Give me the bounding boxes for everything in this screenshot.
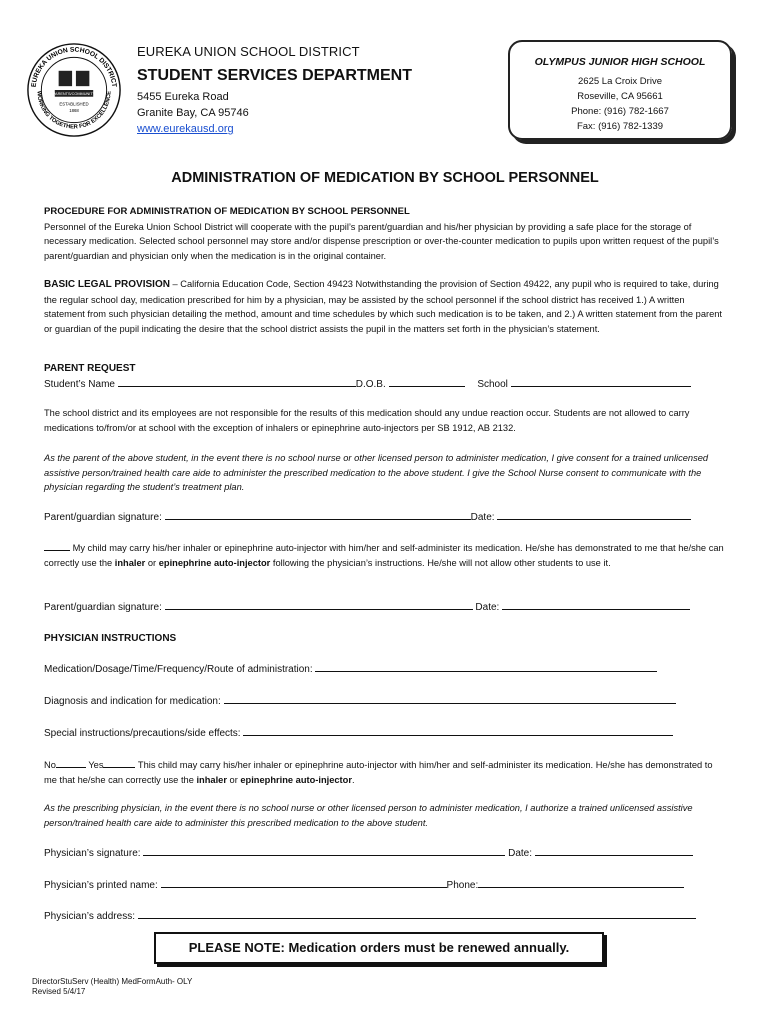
parent-signature-row — [44, 510, 724, 526]
parent-carry-inhaler: inhaler — [114, 557, 146, 568]
svg-text:WORKING TOGETHER FOR EXCELLENC: WORKING TOGETHER FOR EXCELLENCE — [35, 90, 113, 131]
physician-date-field[interactable] — [535, 846, 693, 856]
physician-carry-epi: epinephrine auto-injector — [240, 774, 352, 785]
address-line-1: 5455 Eureka Road — [137, 91, 229, 103]
website-link[interactable]: www.eurekausd.org — [137, 123, 234, 135]
physician-phone-label: Phone: — [446, 880, 479, 891]
school-info-box — [508, 40, 732, 140]
parent-signature-label-2: Parent/guardian signature: — [44, 602, 162, 613]
school-phone: Phone: (916) 782-1667 — [571, 106, 669, 117]
medication-label: Medication/Dosage/Time/Frequency/Route of administration: — [44, 664, 313, 675]
parent-request-section — [44, 362, 724, 392]
dob-label: D.O.B. — [355, 378, 386, 390]
parent-signature-field-2[interactable] — [165, 600, 473, 610]
physician-name-row — [44, 878, 724, 894]
physician-address-label: Physician’s address: — [44, 911, 135, 922]
parent-carry-text-2: following the physician’s instructions. He/she will not allow other students to use it. — [270, 557, 611, 568]
school-field[interactable] — [511, 377, 691, 387]
footer-revised: Revised 5/4/17 — [32, 987, 86, 996]
parent-date-label-2: Date: — [475, 602, 500, 613]
legal-section — [44, 277, 724, 336]
parent-consent-statement: As the parent of the above student, in the event there is no school nurse or other licensed person to administer medication, I give consent for a trained unlicensed assistive person/trained health care aide to administer the prescribed medication to the above student. I give the School Nurse consent to communicate with the physician regarding the student’s treatment plan. — [44, 453, 709, 492]
special-instructions-label: Special instructions/precautions/side effects: — [44, 728, 241, 739]
physician-address-field[interactable] — [138, 909, 696, 919]
physician-carry-end: . — [351, 774, 355, 785]
district-name: EUREKA UNION SCHOOL DISTRICT — [137, 44, 360, 59]
physician-printed-name-label: Physician’s printed name: — [44, 880, 158, 891]
student-name-label: Student’s Name — [44, 378, 115, 390]
physician-carry-inhaler: inhaler — [196, 774, 227, 785]
parent-date-label: Date: — [470, 512, 495, 523]
medication-row — [44, 662, 724, 678]
physician-heading: PHYSICIAN INSTRUCTIONS — [44, 633, 177, 644]
yes-label: Yes — [88, 760, 104, 770]
no-label: No — [44, 760, 56, 770]
school-label: School — [477, 378, 508, 390]
svg-text:EUREKA UNION SCHOOL DISTRICT: EUREKA UNION SCHOOL DISTRICT — [30, 46, 118, 88]
physician-date-label: Date: — [508, 848, 533, 859]
physician-signature-row — [44, 846, 724, 862]
form-footer — [32, 977, 192, 997]
parent-carry-permission — [44, 541, 724, 570]
district-letterhead — [137, 44, 412, 135]
department-name: STUDENT SERVICES DEPARTMENT — [137, 67, 412, 84]
svg-text:1868: 1868 — [69, 108, 79, 114]
yes-field[interactable] — [103, 758, 135, 768]
physician-carry-text: This child may carry his/her inhaler or epinephrine auto-injector with him/her and self-administer its medication. He/she has demonstrated to me that he/she can correctly use the — [44, 760, 713, 785]
parent-signature-label: Parent/guardian signature: — [44, 512, 162, 523]
physician-phone-field[interactable] — [478, 878, 684, 888]
svg-text:ESTABLISHED: ESTABLISHED — [59, 101, 89, 107]
renewal-note: PLEASE NOTE: Medication orders must be renewed annually. — [154, 932, 604, 964]
no-field[interactable] — [56, 758, 86, 768]
address-line-2: Granite Bay, CA 95746 — [137, 107, 249, 119]
special-instructions-row — [44, 726, 724, 742]
procedure-body: Personnel of the Eureka Union School District will cooperate with the pupil’s parent/guardian and his/her physician by providing a safe place for the storage of necessary medication. Selected school personnel may store and/or dispense prescription or over-the-counter medication to pupils upon written request of the pupil’s parent/guardian and physician only when the medication is in the original container. — [44, 221, 719, 261]
physician-carry-permission — [44, 758, 724, 787]
school-address-2: Roseville, CA 95661 — [577, 91, 663, 102]
parent-carry-epi: epinephrine auto-injector — [158, 557, 271, 568]
physician-signature-field[interactable] — [143, 846, 505, 856]
procedure-section — [44, 205, 724, 263]
parent-date-field[interactable] — [497, 510, 691, 520]
school-address-1: 2625 La Croix Drive — [578, 76, 662, 87]
school-name: OLYMPUS JUNIOR HIGH SCHOOL — [534, 56, 706, 68]
physician-address-row — [44, 909, 724, 925]
district-seal-logo — [26, 42, 122, 138]
diagnosis-label: Diagnosis and indication for medication: — [44, 696, 221, 707]
legal-heading: BASIC LEGAL PROVISION — [44, 279, 170, 290]
parent-disclaimer: The school district and its employees are not responsible for the results of this medication should any undue reaction occur. Students are not allowed to carry medications to/from/or at school with the exception of inhalers or epinephrine auto-injectors per SB 1912, AB 2132. — [44, 408, 690, 433]
diagnosis-row — [44, 694, 724, 710]
parent-signature-field[interactable] — [165, 510, 471, 520]
parent-carry-checkbox-line[interactable] — [44, 541, 70, 551]
svg-text:PARENTS/COMMUNITY: PARENTS/COMMUNITY — [52, 91, 96, 96]
medication-field[interactable] — [315, 662, 657, 672]
procedure-heading: PROCEDURE FOR ADMINISTRATION OF MEDICATION BY SCHOOL PERSONNEL — [44, 206, 410, 217]
parent-request-heading: PARENT REQUEST — [44, 363, 136, 374]
physician-authorization: As the prescribing physician, in the event there is no school nurse or other licensed person to administer medication, I authorize a trained unlicensed assistive person/trained health care aide to administer this prescribed medication to the above student. — [44, 803, 693, 828]
diagnosis-field[interactable] — [224, 694, 676, 704]
physician-signature-label: Physician’s signature: — [44, 848, 141, 859]
school-fax: Fax: (916) 782-1339 — [576, 121, 664, 132]
parent-date-field-2[interactable] — [502, 600, 690, 610]
special-instructions-field[interactable] — [243, 726, 673, 736]
student-name-field[interactable] — [118, 377, 356, 387]
legal-body: – California Education Code, Section 49423 Notwithstanding the provision of Section 49422, any pupil who is required to take, during the regular school day, medication prescribed for him by a physician, may be assisted by the school personnel if the school district has received 1.) A written statement from such physician detailing the method, amount and time schedules by which such medication is to be taken, and 2.) A written statement from the parent or guardian of the pupil indicating the desire that the school district assists the pupil in the matters set forth in the physician’s statement. — [44, 279, 723, 334]
student-info-row — [44, 377, 724, 393]
parent-signature-row-2 — [44, 600, 724, 616]
dob-field[interactable] — [389, 377, 465, 387]
parent-carry-text: My child may carry his/her inhaler or epinephrine auto-injector with him/her and self-administer its medication. He/she has demonstrated to me that he/she can correctly use the — [44, 543, 724, 568]
physician-printed-name-field[interactable] — [161, 878, 447, 888]
physician-carry-or: or — [226, 774, 241, 785]
footer-form-id: DirectorStuServ (Health) MedFormAuth- OLY — [32, 977, 193, 986]
form-title: ADMINISTRATION OF MEDICATION BY SCHOOL PERSONNEL — [171, 170, 599, 186]
parent-carry-or: or — [145, 557, 159, 568]
